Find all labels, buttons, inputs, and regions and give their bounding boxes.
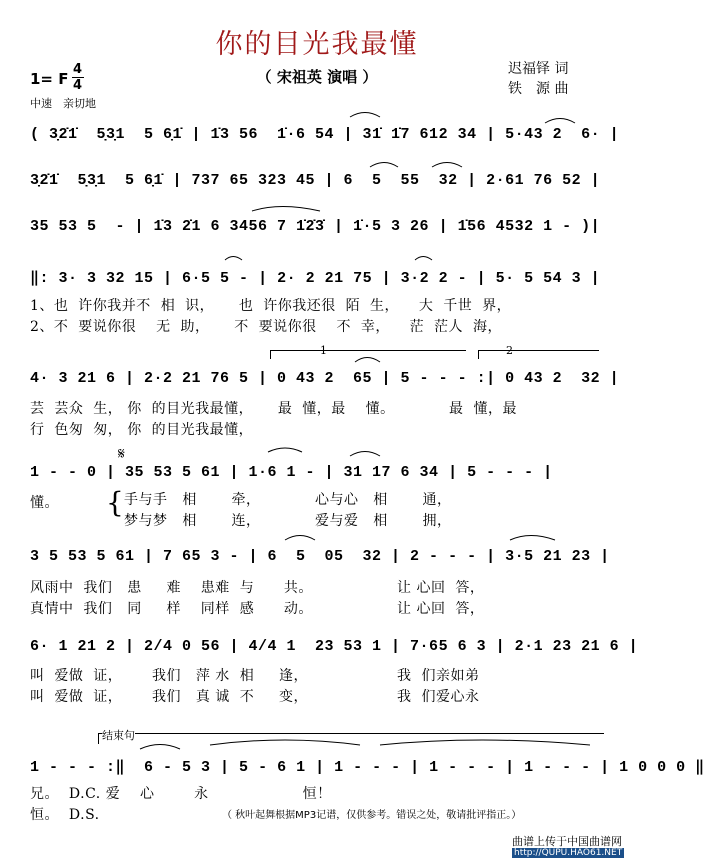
verse-lyric-2b: 行 色匆 匆， 你 的目光我最懂，	[30, 422, 254, 438]
chorus-lyric-1c: 梦与梦 相 连， 爱与爱 相 拥，	[124, 513, 452, 529]
brace: {	[106, 486, 125, 519]
chorus-notation-3: 6· 1 21 2 | 2/4 0 56 | 4/4 1 23 53 1 | 7·65 6 3 | 2·1 23 21 6 |	[30, 638, 639, 655]
chorus-notation-1: 1 - - 0 | 35 53 5 61 | 1·6 1 - | 31 17 6 34 | 5 - - - |	[30, 464, 553, 481]
lyricist-credit: 迟福铎 词	[508, 61, 569, 77]
performer-credit: （ 宋祖英 演唱 ）	[256, 68, 378, 86]
song-title: 你的目光我最懂	[215, 29, 419, 60]
verse-notation-1: ‖: 3· 3 32 15 | 6·5 5 - | 2· 2 21 75 | 3·2 2 - | 5· 5 54 3 |	[30, 270, 601, 287]
composer-credit: 铁 源 曲	[508, 81, 569, 97]
verse-lyric-1b: 2、不 要说你很 无 助， 不 要说你很 不 幸， 茫 茫人 海，	[30, 319, 502, 335]
time-signature-top: 4	[73, 62, 83, 77]
verse-lyric-1a: 1、也 许你我并不 相 识， 也 许你我还很 陌 生， 大 千世 界，	[30, 298, 512, 314]
volta-number-1: 1	[320, 344, 327, 357]
verse-lyric-2a: 芸 芸众 生， 你 的目光我最懂， 最 懂，最 懂。 最 懂，最	[30, 401, 517, 417]
chorus-notation-2: 3 5 53 5 61 | 7 65 3 - | 6 5 05 32 | 2 - - - | 3·5 21 23 |	[30, 548, 610, 565]
intro-line-2: 3̣2̇1̇ 5̣3̣1 5 6̣1̇ | 737 65 323 45 | 6 5 55 32 | 2·61 76 52 |	[30, 172, 601, 189]
ending-notation: 1 - - - :‖ 6 - 5 3 | 5 - 6 1 | 1 - - - | 1 - - - | 1 - - - | 1 0 0 0 ‖	[30, 759, 705, 776]
chorus-lyric-1a: 懂。	[30, 495, 59, 511]
chorus-lyric-2b: 真情中 我们 同 样 同样 感 动。 让 心回 答，	[30, 601, 485, 617]
ending-lyric-2: 恒。 D.S.	[30, 807, 100, 823]
segno-sign: 𝄋	[118, 444, 125, 463]
ending-label: 结束句	[102, 729, 135, 742]
volta-number-2: 2	[506, 344, 513, 357]
chorus-lyric-1b: 手与手 相 牵， 心与心 相 通，	[124, 492, 452, 508]
key-signature: 1= F	[30, 70, 69, 88]
chorus-lyric-3b: 叫 爱做 证， 我们 真 诚 不 变， 我 们爱心永	[30, 689, 480, 705]
watermark-url: http://QUPU.HAO61.NET	[514, 848, 623, 858]
watermark-site-name: 曲谱上传于中国曲谱网	[512, 835, 622, 848]
tempo-marking: 中速 亲切地	[30, 97, 96, 110]
time-signature-bottom: 4	[73, 78, 83, 93]
transcriber-note: （ 秋叶起舞根据MP3记谱，仅供参考。错误之处，敬请批评指正。）	[222, 810, 522, 821]
intro-line-3: 35 53 5 - | 1̇3 2̇1 6 3456 7 1̇2̇3̇ | 1̇·5 3 26 | 1̇56 4532 1 - )|	[30, 218, 601, 235]
intro-line-1: ( 3̣2̇1̇ 5̣3̣1 5 6̣1̇ | 1̇3 56 1̇·6 54 | 31̇ 1̇7 612 34 | 5·43 2 6· |	[30, 126, 620, 143]
ending-lyric-1: 兄。 D.C. 爱 心 永 恒！	[30, 786, 332, 802]
chorus-lyric-3a: 叫 爱做 证， 我们 萍 水 相 逢， 我 们亲如弟	[30, 668, 480, 684]
verse-notation-2: 4· 3 21 6 | 2·2 21 76 5 | 0 43 2 65 | 5 - - - :| 0 43 2 32 |	[30, 370, 620, 387]
chorus-lyric-2a: 风雨中 我们 患 难 患难 与 共。 让 心回 答，	[30, 580, 485, 596]
